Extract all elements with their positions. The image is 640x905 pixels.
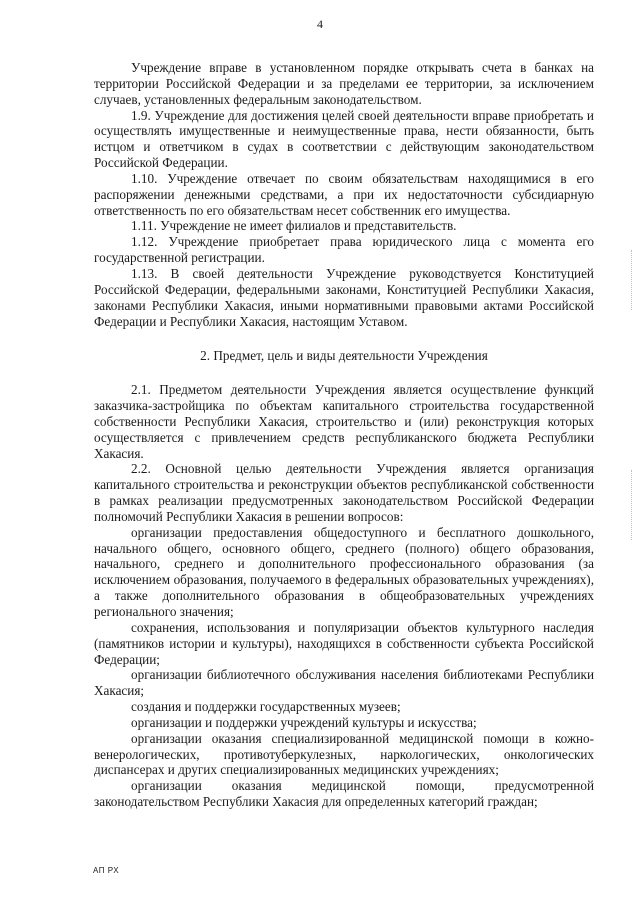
list-item-libraries: организации библиотечного обслуживания населения библиотеками Республики Хакасия; [94,667,594,699]
scan-edge-mark-bottom [630,470,632,540]
paragraph-2-1: 2.1. Предметом деятельности Учреждения является осуществление функций заказчика-застройщика по объектам капитального строительства государственной собственности Республики Хакасия, строительство и (или) реконструкция которых осуществляется с привлечением средств республиканского бюджета Республики Хакасия. [94,382,594,461]
paragraph-accounts: Учреждение вправе в установленном порядке открывать счета в банках на территории Российской Федерации и за пределами ее территории, за исключением случаев, установленных федеральным законодательством. [94,60,594,107]
paragraph-1-11: 1.11. Учреждение не имеет филиалов и представительств. [131,218,457,234]
list-item-medical-categories: организации оказания медицинской помощи, предусмотренной законодательством Республики Хакасия для определенных категорий граждан; [94,778,594,810]
document-body [94,60,594,810]
list-item-education: организации предоставления общедоступного и бесплатного дошкольного, начального общего, основного общего, среднего (полного) общего образования, начального, среднего и дополнительного профессионального образования (за исключением образования, получаемого в федеральных образовательных учреждениях), а также дополнительного образования в общеобразовательных учреждениях регионального значения; [94,524,594,619]
paragraph-1-13: 1.13. В своей деятельности Учреждение руководствуется Конституцией Российской Федерации, федеральными законами, Конституцией Республики Хакасия, законами Республики Хакасия, иными нормативными правовыми актами Российской Федерации и Республики Хакасия, настоящим Уставом. [94,265,594,329]
scan-edge-mark-top [630,250,632,310]
footer-mark: АП РХ [93,866,120,875]
paragraph-2-2: 2.2. Основной целью деятельности Учреждения является организация капитального строительства и реконструкции объектов республиканской собственности в рамках реализации предусмотренных законодательством Российской Федерации полномочий Республики Хакасия в решении вопросов: [94,461,594,524]
list-item-heritage: сохранения, использования и популяризации объектов культурного наследия (памятников истории и культуры), находящихся в собственности субъекта Российской Федерации; [94,619,594,667]
list-item-museums: создания и поддержки государственных музеев; [131,699,401,715]
section-heading: 2. Предмет, цель и виды деятельности Учреждения [200,348,488,364]
list-item-medical-specialized: организации оказания специализированной медицинской помощи в кожно-венерологических, противотуберкулезных, наркологических, онкологических диспансерах и других специализированных медицинских учреждениях; [94,730,594,778]
paragraph-1-12: 1.12. Учреждение приобретает права юридического лица с момента его государственной регистрации. [94,234,594,266]
paragraph-1-9: 1.9. Учреждение для достижения целей своей деятельности вправе приобретать и осуществлять имущественные и неимущественные права, нести обязанности, быть истцом и ответчиком в судах в соответствии с действующим законодательством Российской Федерации. [94,107,594,171]
page-number: 4 [317,17,323,31]
paragraph-1-10: 1.10. Учреждение отвечает по своим обязательствам находящимися в его распоряжении денежными средствами, а при их недостаточности субсидиарную ответственность по его обязательствам несет собственник его имущества. [94,170,594,218]
list-item-culture: организации и поддержки учреждений культуры и искусства; [131,714,477,730]
